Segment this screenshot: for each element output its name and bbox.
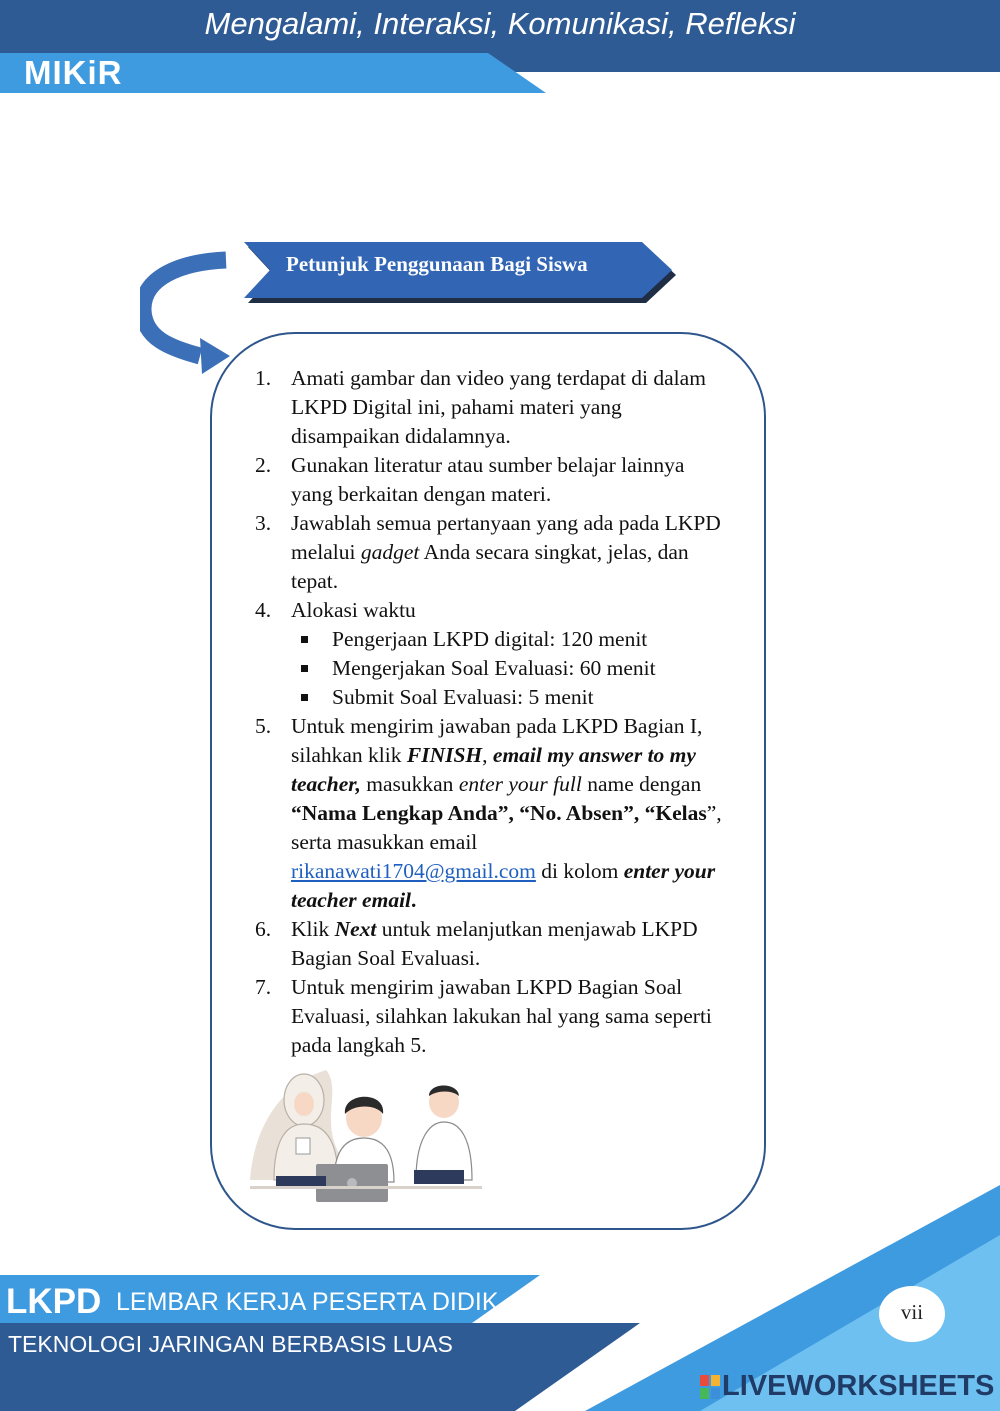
step-emphasis: enter your teacher email — [291, 859, 716, 912]
step-text: di kolom — [535, 859, 624, 883]
step-text: Klik — [291, 917, 335, 941]
step-number: 3. — [255, 511, 272, 535]
step-number: 4. — [255, 598, 272, 622]
step-number: 5. — [255, 714, 272, 738]
step-3 — [255, 509, 725, 596]
step-emphasis: “Nama Lengkap Anda”, “No. Absen”, “Kelas — [291, 801, 707, 825]
step-emphasis: FINISH — [406, 743, 483, 767]
step-number: 1. — [255, 366, 272, 390]
step-text: ”, serta masukkan email — [291, 801, 722, 854]
subject-title: TEKNOLOGI JARINGAN BERBASIS LUAS — [8, 1331, 453, 1357]
step-text: untuk melanjutkan menjawab LKPD Bagian Soal Evaluasi. — [291, 917, 698, 970]
liveworksheets-logo-icon — [700, 1375, 720, 1399]
step-2 — [255, 451, 725, 509]
step-text: Gunakan literatur atau sumber belajar lainnya yang berkaitan dengan materi. — [291, 453, 685, 506]
teacher-email-link[interactable]: rikanawati1704@gmail.com — [291, 859, 536, 883]
curved-arrow-icon — [143, 260, 226, 356]
banner-title: Petunjuk Penggunaan Bagi Siswa — [286, 252, 588, 276]
step-text: Anda secara singkat, jelas, dan tepat. — [291, 540, 689, 593]
list-item: Submit Soal Evaluasi: 5 menit — [297, 683, 725, 712]
step-1 — [255, 364, 725, 451]
step-7 — [255, 973, 725, 1060]
list-item: Mengerjakan Soal Evaluasi: 60 menit — [297, 654, 725, 683]
brand-title: MIKiR — [24, 54, 123, 91]
step-emphasis: email my answer to my teacher, — [291, 743, 696, 796]
step-text: Alokasi waktu — [291, 598, 416, 622]
liveworksheets-watermark: LIVEWORKSHEETS — [722, 1370, 995, 1402]
time-allocation-list — [291, 625, 725, 712]
step-text: name dengan — [581, 772, 702, 796]
step-text: . — [411, 888, 417, 912]
list-item: Pengerjaan LKPD digital: 120 menit — [297, 625, 725, 654]
step-text: , — [482, 743, 493, 767]
step-text: masukkan — [360, 772, 459, 796]
step-5 — [255, 712, 725, 915]
step-4 — [255, 596, 725, 712]
step-text: Untuk mengirim jawaban pada LKPD Bagian I, silahkan klik — [291, 714, 703, 767]
step-number: 2. — [255, 453, 272, 477]
step-text: Untuk mengirim jawaban LKPD Bagian Soal Evaluasi, silahkan lakukan hal yang sama seperti pada langkah 5. — [291, 975, 712, 1057]
step-emphasis: enter your full — [458, 772, 582, 796]
lkpd-full-name: LEMBAR KERJA PESERTA DIDIK — [116, 1288, 499, 1316]
step-emphasis: Next — [334, 917, 377, 941]
step-6 — [255, 915, 725, 973]
page-number: vii — [900, 1300, 924, 1324]
lkpd-logo-text: LKPD — [6, 1282, 102, 1321]
step-text: Jawablah semua pertanyaan yang ada pada LKPD melalui — [291, 511, 721, 564]
header-slogan: Mengalami, Interaksi, Komunikasi, Refleksi — [204, 6, 796, 41]
step-emphasis: gadget — [360, 540, 420, 564]
step-number: 7. — [255, 975, 272, 999]
instruction-list — [255, 364, 725, 1060]
step-number: 6. — [255, 917, 272, 941]
step-text: Amati gambar dan video yang terdapat di dalam LKPD Digital ini, pahami materi yang disampaikan didalamnya. — [291, 366, 706, 448]
